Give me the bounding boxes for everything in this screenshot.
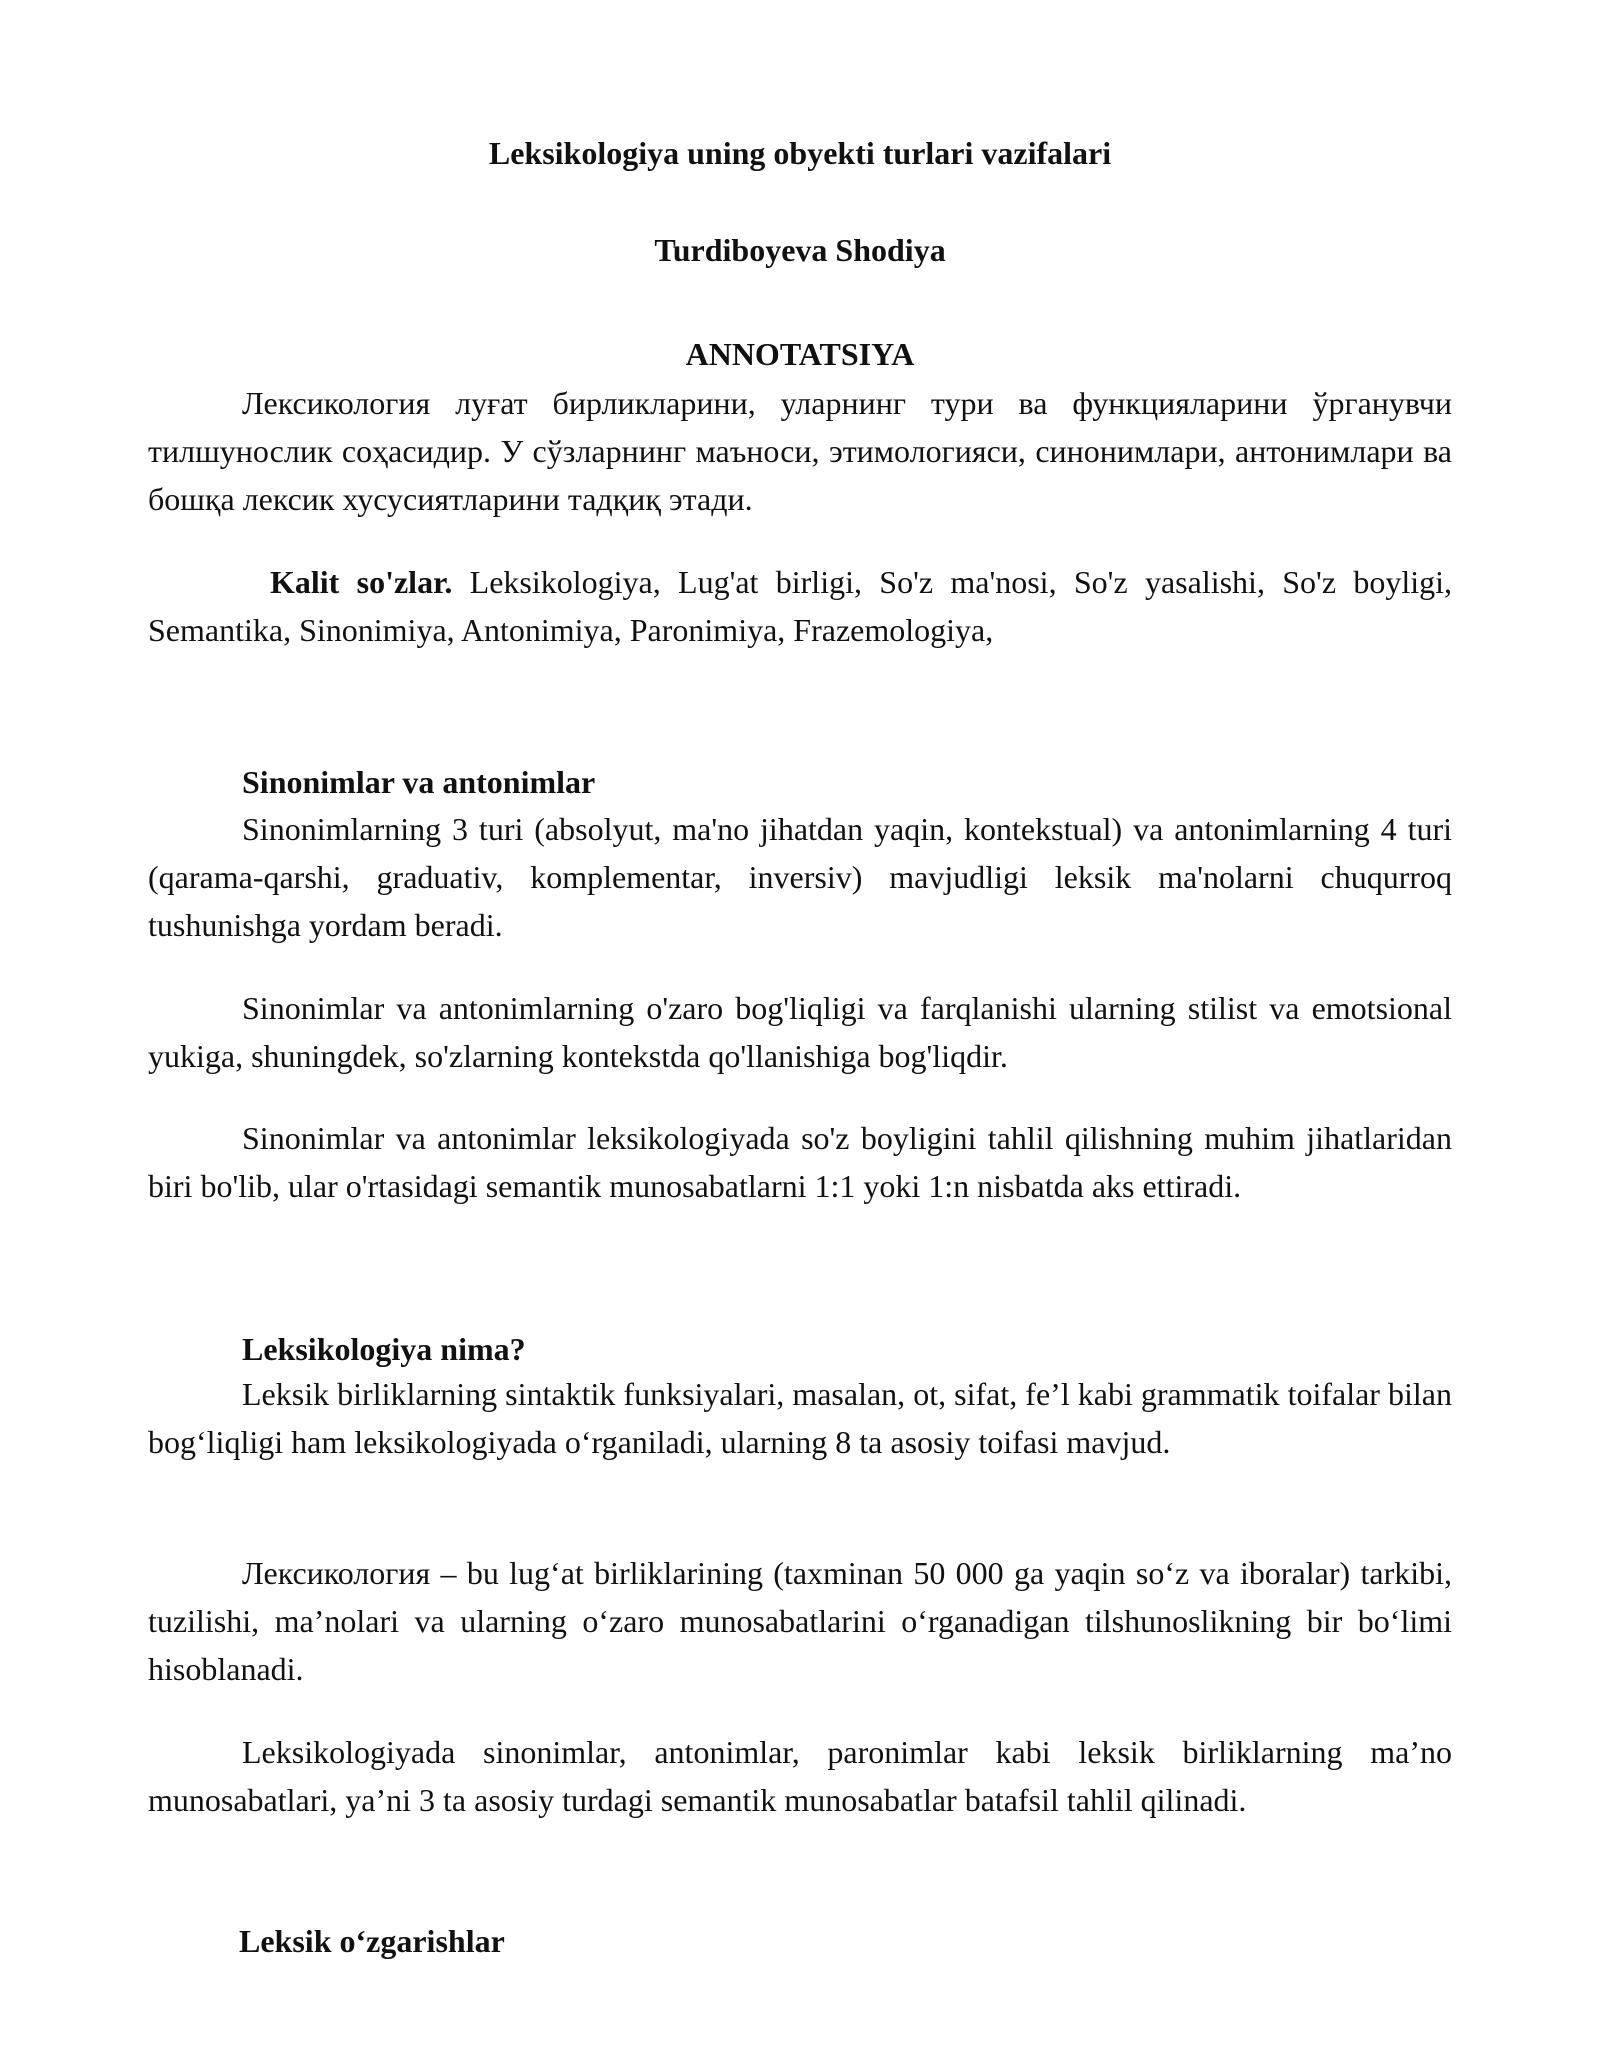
paragraph: Leksikologiyada sinonimlar, antonimlar, paronimlar kabi leksik birliklarning ma’no munosabatlari, ya’ni 3 ta asosiy turdagi semantik munosabatlar batafsil tahlil qilinadi.: [148, 1734, 1452, 1818]
keywords-paragraph: [148, 558, 1452, 654]
section-heading-lexicology: Leksikologiya nima?: [242, 1331, 526, 1367]
keywords-list: Leksikologiya, Lug'at birligi, So'z ma'nosi, So'z yasalishi, So'z boyligi, Semantika, Sinonimiya, Antonimiya, Paronimiya, Frazemologiya,: [148, 564, 1453, 648]
paragraph: Sinonimlarning 3 turi (absolyut, ma'no jihatdan yaqin, kontekstual) va antonimlarning 4 turi (qarama-qarshi, graduativ, komplementar, inversiv) mavjudligi leksik ma'nolarni chuqurroq tushunishga yordam beradi.: [148, 811, 1452, 943]
author-name: Turdiboyeva Shodiya: [654, 232, 946, 268]
paragraph: Sinonimlar va antonimlar leksikologiyada so'z boyligini tahlil qilishning muhim jihatlaridan biri bo'lib, ular o'rtasidagi semantik munosabatlarni 1:1 yoki 1:n nisbatda aks ettiradi.: [148, 1120, 1452, 1204]
paragraph: Лексикология – bu lug‘at birliklarining (taxminan 50 000 ga yaqin so‘z va iboralar) tarkibi, tuzilishi, ma’nolari va ularning o‘zaro munosabatlarini o‘rganadigan tilshunoslikning bir bo‘limi hisoblanadi.: [148, 1555, 1452, 1687]
annotation-heading: ANNOTATSIYA: [685, 336, 915, 372]
annotation-text: Лексикология луғат бирликларини, уларнинг тури ва функцияларини ўрганувчи тилшунослик соҳасидир. У сўзларнинг маъноси, этимологияси, синонимлари, антонимлари ва бошқа лексик хусусиятларини тадқиқ этади.: [148, 385, 1452, 517]
paragraph: Sinonimlar va antonimlarning o'zaro bog'liqligi va farqlanishi ularning stilist va emotsional yukiga, shuningdek, so'zlarning kontekstda qo'llanishiga bog'liqdir.: [148, 990, 1452, 1074]
document-title: Leksikologiya uning obyekti turlari vazifalari: [488, 135, 1112, 171]
keywords-label: Kalit so'zlar.: [270, 564, 453, 600]
document-page: [148, 0, 1452, 2070]
section-heading-lexical-changes: Leksik o‘zgarishlar: [239, 1923, 505, 1959]
paragraph: Leksik birliklarning sintaktik funksiyalari, masalan, ot, sifat, fe’l kabi grammatik toifalar bilan bog‘liqligi ham leksikologiyada o‘rganiladi, ularning 8 ta asosiy toifasi mavjud.: [148, 1376, 1452, 1460]
section-heading-synonyms: Sinonimlar va antonimlar: [242, 764, 596, 800]
